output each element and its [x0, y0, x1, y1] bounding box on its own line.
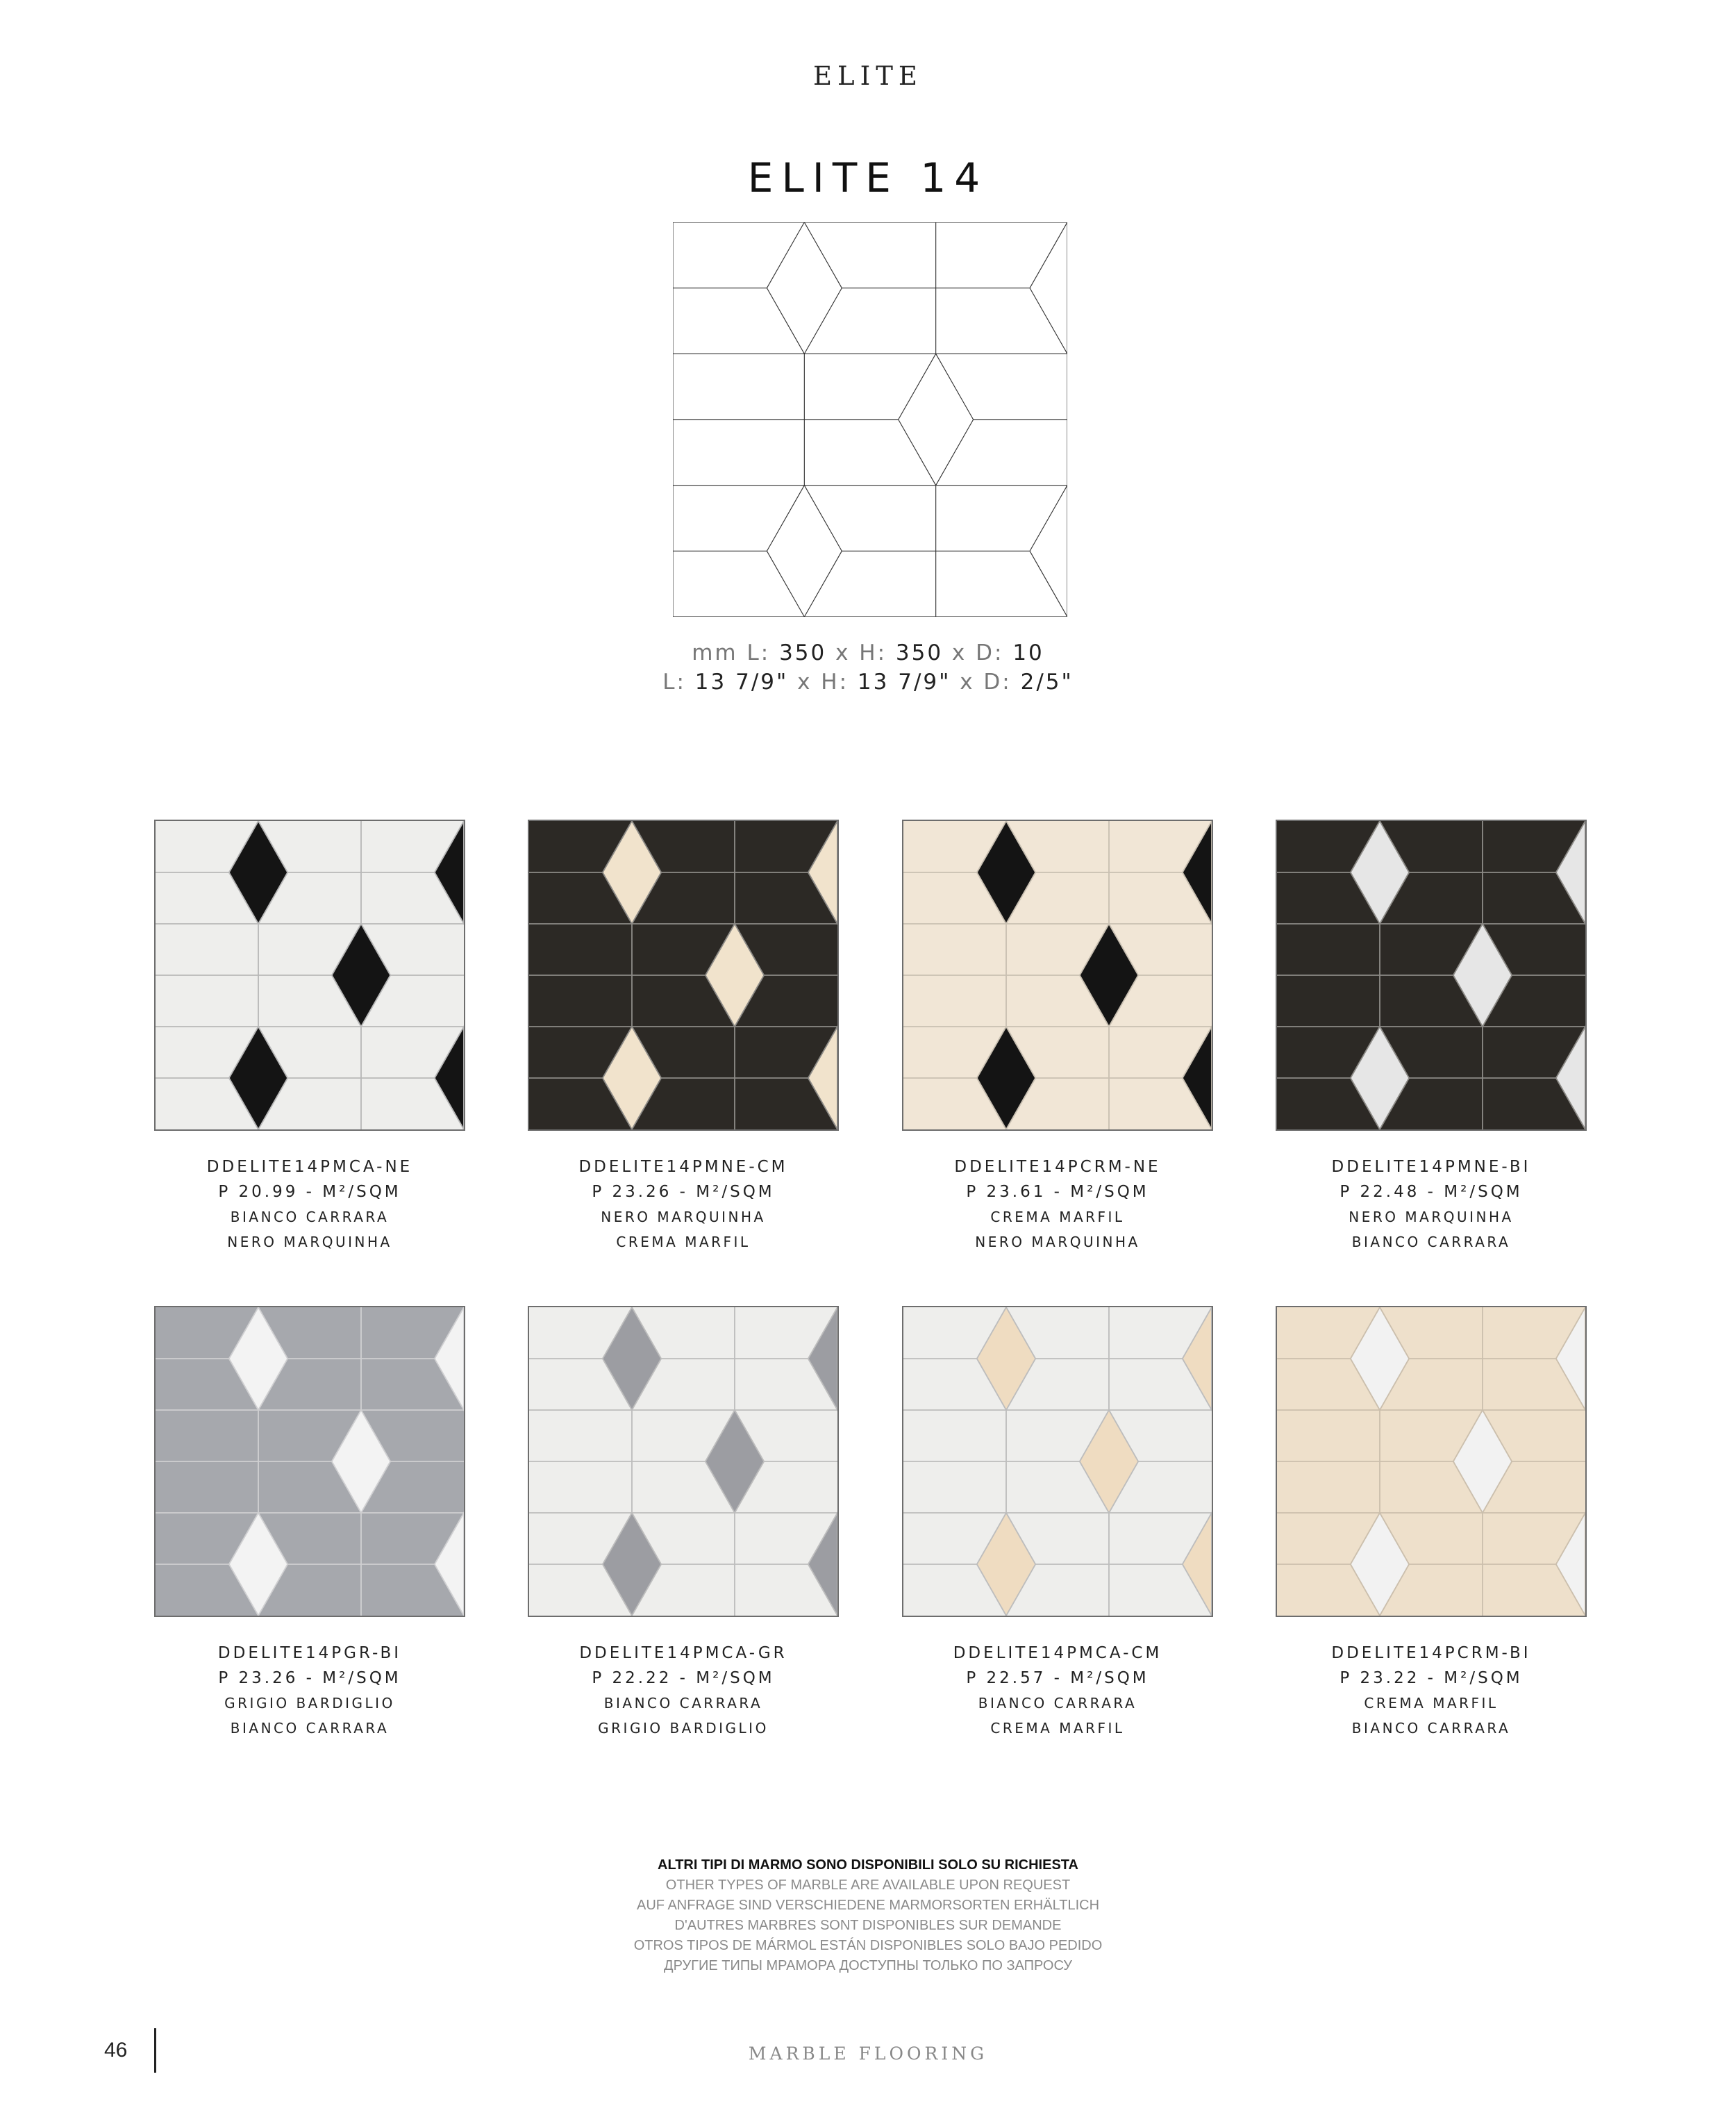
dimensions-metric: mm L: 350 x H: 350 x D: 10: [692, 640, 1044, 665]
product-material-primary: BIANCO CARRARA: [978, 1695, 1137, 1711]
product-code: DDELITE14PMNE-CM: [578, 1158, 788, 1176]
product-tile-image: [902, 1306, 1213, 1617]
pattern-diagram: [673, 222, 1067, 617]
note-line-english: OTHER TYPES OF MARBLE ARE AVAILABLE UPON REQUEST: [665, 1878, 1071, 1893]
product-info: [1276, 1641, 1587, 1741]
note-line-german: AUF ANFRAGE SIND VERSCHIEDENE MARMORSORTEN ERHÄLTLICH: [636, 1898, 1100, 1913]
product-material-primary: NERO MARQUINHA: [1349, 1209, 1514, 1225]
product-material-secondary: BIANCO CARRARA: [1351, 1720, 1511, 1736]
product-info: [154, 1641, 465, 1741]
product-material-primary: CREMA MARFIL: [990, 1209, 1125, 1225]
tile-pattern: [903, 821, 1212, 1129]
product-code: DDELITE14PMCA-GR: [579, 1644, 787, 1662]
product-code: DDELITE14PMNE-BI: [1331, 1158, 1531, 1176]
tile-pattern: [529, 1307, 837, 1616]
product-code: DDELITE14PCRM-NE: [954, 1158, 1161, 1176]
product-material-primary: BIANCO CARRARA: [603, 1695, 763, 1711]
note-line-italian: ALTRI TIPI DI MARMO SONO DISPONIBILI SOLO SU RICHIESTA: [658, 1857, 1078, 1873]
product-info: [1276, 1154, 1587, 1254]
product-tile-image: [528, 1306, 839, 1617]
product-info: [902, 1641, 1213, 1741]
brand-header: ELITE: [813, 61, 923, 91]
note-line-french: D'AUTRES MARBRES SONT DISPONIBLES SUR DEMANDE: [674, 1918, 1062, 1933]
product-price: P 22.48 - M²/SQM: [1339, 1183, 1523, 1201]
product-price: P 22.22 - M²/SQM: [592, 1669, 775, 1687]
product-price: P 23.26 - M²/SQM: [592, 1183, 775, 1201]
product-code: DDELITE14PMCA-CM: [953, 1644, 1162, 1662]
product-material-secondary: BIANCO CARRARA: [230, 1720, 390, 1736]
product-tile-image: [1276, 820, 1587, 1131]
product-material-primary: GRIGIO BARDIGLIO: [224, 1695, 395, 1711]
product-code: DDELITE14PMCA-NE: [206, 1158, 413, 1176]
product-material-secondary: BIANCO CARRARA: [1351, 1234, 1511, 1250]
note-line-spanish: OTROS TIPOS DE MÁRMOL ESTÁN DISPONIBLES SOLO BAJO PEDIDO: [633, 1938, 1103, 1953]
product-code: DDELITE14PCRM-BI: [1331, 1644, 1531, 1662]
availability-note: [0, 1855, 1736, 1976]
product-material-primary: BIANCO CARRARA: [230, 1209, 390, 1225]
footer-section-title: MARBLE FLOORING: [748, 2044, 988, 2064]
product-price: P 20.99 - M²/SQM: [218, 1183, 401, 1201]
note-line-russian: ДРУГИЕ ТИПЫ МРАМОРА ДОСТУПНЫ ТОЛЬКО ПО ЗАПРОСУ: [664, 1958, 1072, 1973]
page-title: ELITE 14: [747, 154, 989, 201]
product-price: P 22.57 - M²/SQM: [966, 1669, 1149, 1687]
tile-pattern: [1277, 1307, 1585, 1616]
product-tile-image: [1276, 1306, 1587, 1617]
product-material-primary: NERO MARQUINHA: [601, 1209, 766, 1225]
product-code: DDELITE14PGR-BI: [217, 1644, 402, 1662]
product-tile-image: [528, 820, 839, 1131]
product-info: [902, 1154, 1213, 1254]
product-tile-image: [902, 820, 1213, 1131]
page-number: 46: [104, 2039, 128, 2062]
product-material-secondary: CREMA MARFIL: [616, 1234, 751, 1250]
tile-pattern: [529, 821, 837, 1129]
product-info: [154, 1154, 465, 1254]
product-tile-image: [154, 1306, 465, 1617]
tile-pattern: [156, 821, 464, 1129]
product-info: [528, 1641, 839, 1741]
product-material-secondary: NERO MARQUINHA: [227, 1234, 392, 1250]
product-price: P 23.22 - M²/SQM: [1339, 1669, 1523, 1687]
product-material-secondary: CREMA MARFIL: [990, 1720, 1125, 1736]
product-tile-image: [154, 820, 465, 1131]
product-price: P 23.26 - M²/SQM: [218, 1669, 401, 1687]
product-price: P 23.61 - M²/SQM: [966, 1183, 1149, 1201]
product-material-secondary: GRIGIO BARDIGLIO: [598, 1720, 769, 1736]
product-info: [528, 1154, 839, 1254]
tile-pattern: [156, 1307, 464, 1616]
tile-pattern: [903, 1307, 1212, 1616]
product-material-primary: CREMA MARFIL: [1364, 1695, 1499, 1711]
tile-pattern: [1277, 821, 1585, 1129]
product-material-secondary: NERO MARQUINHA: [975, 1234, 1140, 1250]
dimensions-imperial: L: 13 7/9" x H: 13 7/9" x D: 2/5": [662, 670, 1074, 695]
